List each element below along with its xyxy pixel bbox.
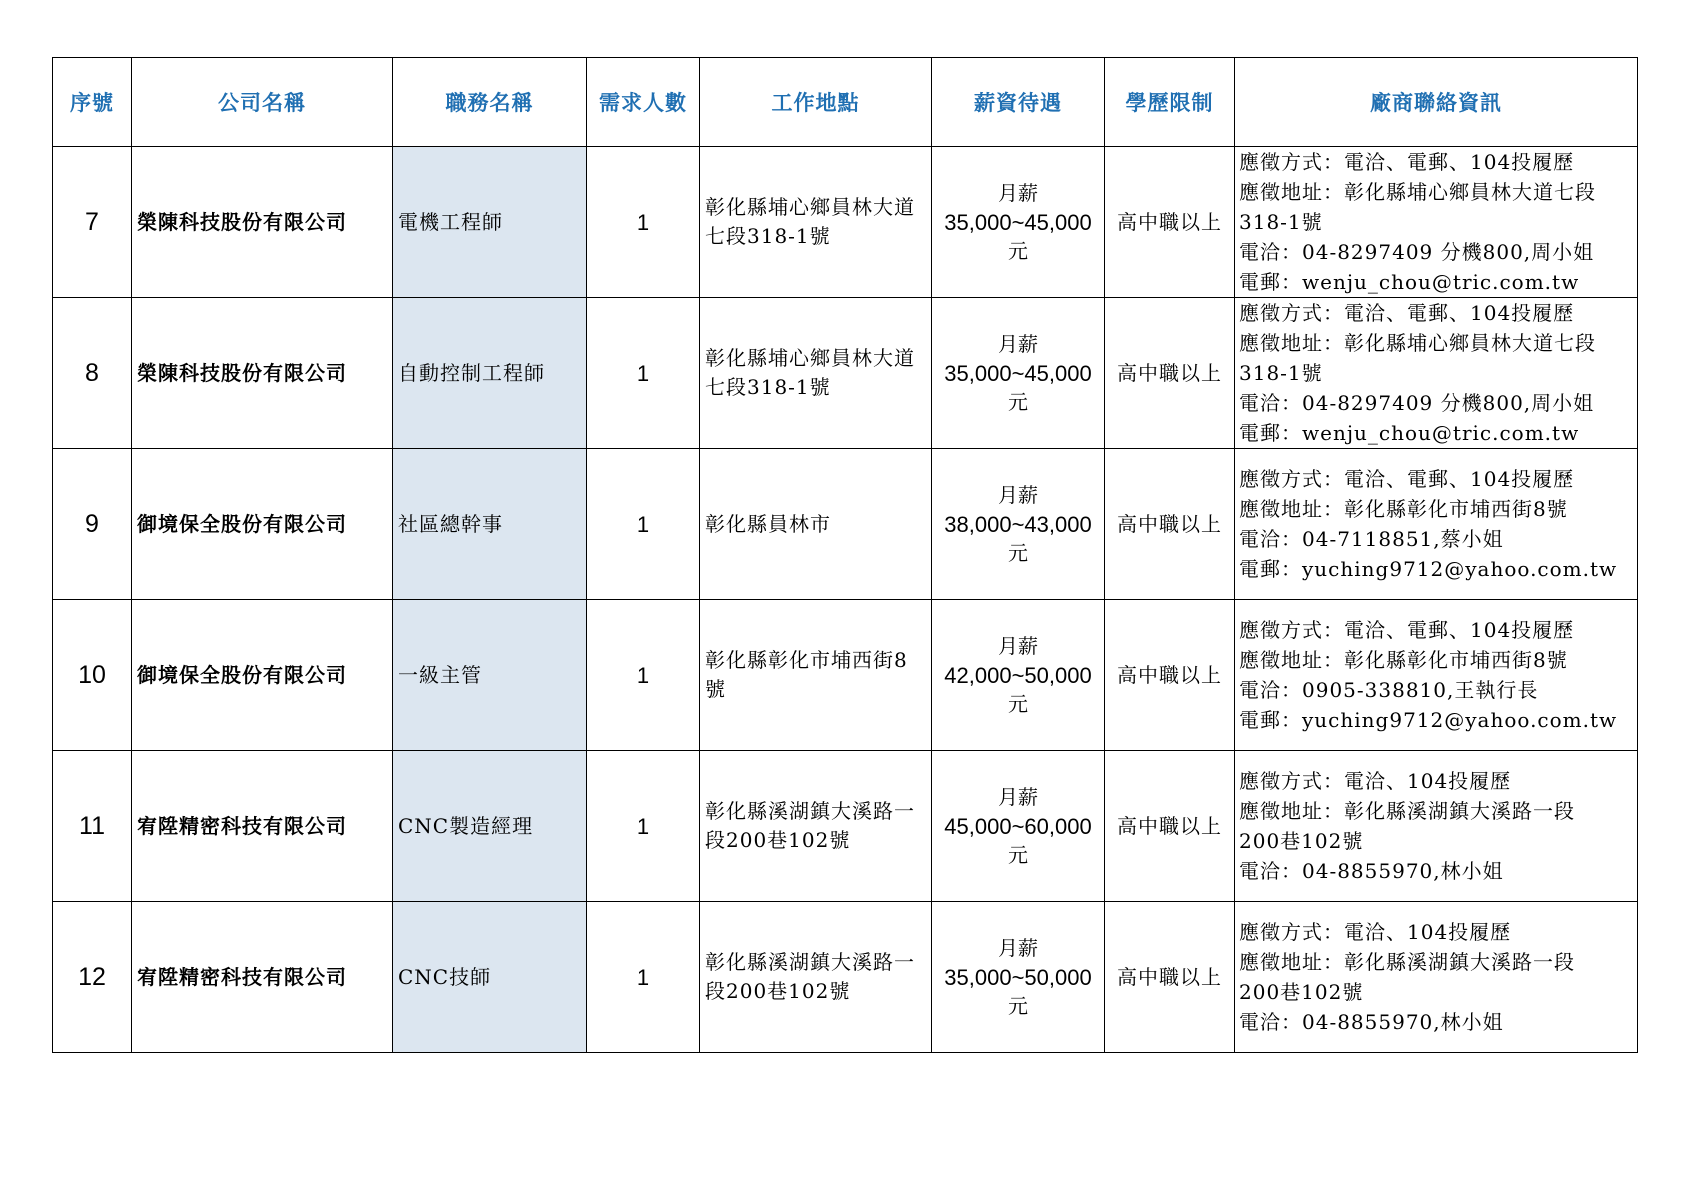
contact-info	[1235, 147, 1638, 298]
education-requirement: 高中職以上	[1105, 449, 1235, 600]
contact-info	[1235, 902, 1638, 1053]
work-location: 彰化縣埔心鄉員林大道七段318-1號	[700, 298, 932, 449]
company-name: 宥陞精密科技有限公司	[132, 751, 393, 902]
job-title: 自動控制工程師	[393, 298, 587, 449]
headcount: 1	[587, 449, 700, 600]
headcount: 1	[587, 600, 700, 751]
contact-info	[1235, 298, 1638, 449]
table-row	[53, 902, 1638, 1053]
salary	[932, 751, 1105, 902]
education-requirement: 高中職以上	[1105, 147, 1235, 298]
contact-line: 應徵地址：彰化縣溪湖鎮大溪路一段	[1239, 950, 1575, 974]
row-number: 7	[53, 147, 132, 298]
contact-line: 應徵方式：電洽、電郵、104投履歷	[1239, 301, 1575, 325]
contact-line: 應徵地址：彰化縣埔心鄉員林大道七段	[1239, 180, 1596, 204]
work-location: 彰化縣溪湖鎮大溪路一段200巷102號	[700, 751, 932, 902]
company-name: 榮陳科技股份有限公司	[132, 298, 393, 449]
salary	[932, 902, 1105, 1053]
contact-line: 200巷102號	[1239, 980, 1364, 1004]
company-name: 御境保全股份有限公司	[132, 600, 393, 751]
salary-prefix: 月薪	[998, 331, 1038, 356]
job-title: CNC技師	[393, 902, 587, 1053]
header-count: 需求人數	[587, 58, 700, 147]
salary-amount: 42,000~50,000	[944, 662, 1092, 688]
header-title: 職務名稱	[393, 58, 587, 147]
job-title: 一級主管	[393, 600, 587, 751]
salary-prefix: 月薪	[998, 482, 1038, 507]
table-body	[53, 147, 1638, 1053]
education-requirement: 高中職以上	[1105, 902, 1235, 1053]
header-row	[53, 58, 1638, 147]
salary	[932, 298, 1105, 449]
contact-line: 電洽：04-8855970,林小姐	[1239, 1010, 1504, 1034]
contact-line: 電洽：0905-338810,王執行長	[1239, 678, 1539, 702]
salary-prefix: 月薪	[998, 784, 1038, 809]
contact-line: 電洽：04-8297409 分機800,周小姐	[1239, 240, 1595, 264]
job-title: 電機工程師	[393, 147, 587, 298]
salary-suffix: 元	[1008, 389, 1028, 414]
salary-suffix: 元	[1008, 842, 1028, 867]
contact-line: 應徵方式：電洽、電郵、104投履歷	[1239, 618, 1575, 642]
contact-line: 電洽：04-7118851,蔡小姐	[1239, 527, 1504, 551]
salary-prefix: 月薪	[998, 180, 1038, 205]
row-number: 11	[53, 751, 132, 902]
contact-line: 應徵地址：彰化縣彰化市埔西街8號	[1239, 497, 1568, 521]
contact-line: 應徵方式：電洽、104投履歷	[1239, 769, 1512, 793]
contact-line: 電郵：wenju_chou@tric.com.tw	[1239, 421, 1580, 445]
education-requirement: 高中職以上	[1105, 751, 1235, 902]
row-number: 12	[53, 902, 132, 1053]
job-listings-table	[52, 57, 1638, 1053]
company-name: 御境保全股份有限公司	[132, 449, 393, 600]
table-row	[53, 147, 1638, 298]
contact-info	[1235, 600, 1638, 751]
contact-info	[1235, 751, 1638, 902]
contact-line: 電洽：04-8855970,林小姐	[1239, 859, 1504, 883]
salary-prefix: 月薪	[998, 935, 1038, 960]
salary-suffix: 元	[1008, 993, 1028, 1018]
salary-suffix: 元	[1008, 540, 1028, 565]
contact-line: 應徵地址：彰化縣彰化市埔西街8號	[1239, 648, 1568, 672]
job-title: 社區總幹事	[393, 449, 587, 600]
work-location: 彰化縣員林市	[700, 449, 932, 600]
salary-amount: 35,000~45,000	[944, 360, 1092, 386]
job-title: CNC製造經理	[393, 751, 587, 902]
salary-amount: 35,000~50,000	[944, 964, 1092, 990]
work-location: 彰化縣彰化市埔西街8號	[700, 600, 932, 751]
contact-line: 318-1號	[1239, 361, 1323, 385]
company-name: 宥陞精密科技有限公司	[132, 902, 393, 1053]
salary-amount: 38,000~43,000	[944, 511, 1092, 537]
header-salary: 薪資待遇	[932, 58, 1105, 147]
contact-info	[1235, 449, 1638, 600]
header-location: 工作地點	[700, 58, 932, 147]
table-row	[53, 449, 1638, 600]
contact-line: 電郵：yuching9712@yahoo.com.tw	[1239, 708, 1618, 732]
contact-line: 200巷102號	[1239, 829, 1364, 853]
contact-line: 應徵方式：電洽、電郵、104投履歷	[1239, 467, 1575, 491]
header-no: 序號	[53, 58, 132, 147]
contact-line: 應徵方式：電洽、電郵、104投履歷	[1239, 150, 1575, 174]
header-company: 公司名稱	[132, 58, 393, 147]
contact-line: 應徵方式：電洽、104投履歷	[1239, 920, 1512, 944]
header-education: 學歷限制	[1105, 58, 1235, 147]
contact-line: 電郵：yuching9712@yahoo.com.tw	[1239, 557, 1618, 581]
contact-line: 電洽：04-8297409 分機800,周小姐	[1239, 391, 1595, 415]
table-row	[53, 600, 1638, 751]
salary	[932, 147, 1105, 298]
table-row	[53, 298, 1638, 449]
headcount: 1	[587, 147, 700, 298]
salary	[932, 600, 1105, 751]
education-requirement: 高中職以上	[1105, 600, 1235, 751]
table-row	[53, 751, 1638, 902]
headcount: 1	[587, 902, 700, 1053]
row-number: 9	[53, 449, 132, 600]
contact-line: 318-1號	[1239, 210, 1323, 234]
headcount: 1	[587, 298, 700, 449]
salary-amount: 35,000~45,000	[944, 209, 1092, 235]
salary-amount: 45,000~60,000	[944, 813, 1092, 839]
salary-prefix: 月薪	[998, 633, 1038, 658]
headcount: 1	[587, 751, 700, 902]
salary-suffix: 元	[1008, 238, 1028, 263]
company-name: 榮陳科技股份有限公司	[132, 147, 393, 298]
salary	[932, 449, 1105, 600]
education-requirement: 高中職以上	[1105, 298, 1235, 449]
row-number: 8	[53, 298, 132, 449]
work-location: 彰化縣溪湖鎮大溪路一段200巷102號	[700, 902, 932, 1053]
contact-line: 應徵地址：彰化縣埔心鄉員林大道七段	[1239, 331, 1596, 355]
contact-line: 電郵：wenju_chou@tric.com.tw	[1239, 270, 1580, 294]
salary-suffix: 元	[1008, 691, 1028, 716]
work-location: 彰化縣埔心鄉員林大道七段318-1號	[700, 147, 932, 298]
contact-line: 應徵地址：彰化縣溪湖鎮大溪路一段	[1239, 799, 1575, 823]
row-number: 10	[53, 600, 132, 751]
header-contact: 廠商聯絡資訊	[1235, 58, 1638, 147]
